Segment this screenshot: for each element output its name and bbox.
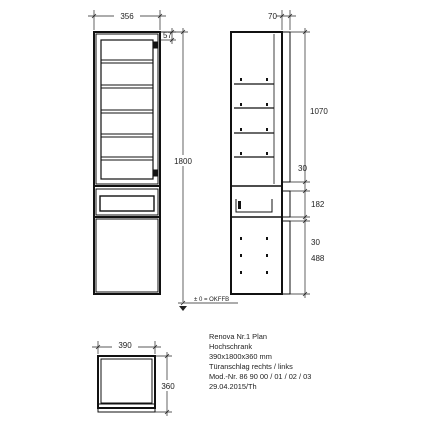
side-drawer-edge — [282, 191, 290, 217]
side-drawer-box — [236, 199, 272, 212]
front-width-label: 356 — [120, 12, 134, 21]
plan-view — [98, 356, 155, 412]
plan-inner-outline — [101, 359, 152, 403]
top-offset-label: 57 — [163, 31, 172, 40]
floor-reference-label: ± 0 = OKFFB — [194, 297, 230, 303]
product-name: Renova Nr.1 Plan — [209, 332, 267, 341]
product-date: 29.04.2015/Th — [209, 382, 257, 391]
lower-height-label: 488 — [311, 254, 325, 263]
side-view — [231, 32, 290, 294]
floor-reference — [178, 303, 238, 311]
front-hinge-top — [154, 42, 157, 48]
plan-depth-label: 360 — [161, 382, 175, 391]
front-glass-panel — [101, 40, 153, 179]
front-lower-door — [96, 219, 158, 292]
product-hinge: Türanschlag rechts / links — [209, 362, 293, 371]
product-info-block — [209, 332, 419, 392]
front-hinge-bottom — [154, 170, 157, 176]
product-size: 390x1800x360 mm — [209, 352, 272, 361]
side-lower-door-edge — [282, 221, 290, 294]
gap-lower-label: 30 — [311, 238, 320, 247]
total-height-label: 1800 — [174, 157, 192, 166]
side-height-dimensions — [290, 28, 310, 298]
drawer-height-label: 182 — [311, 200, 325, 209]
front-view — [94, 32, 160, 294]
plan-width-label: 390 — [118, 341, 132, 350]
side-door-edge — [282, 32, 290, 182]
side-depth-label: 70 — [268, 12, 277, 21]
front-drawer-inner — [100, 196, 154, 211]
front-glass-shelves — [101, 60, 153, 160]
upper-height-label: 1070 — [310, 107, 328, 116]
product-model: Mod.-Nr. 86 90 00 / 01 / 02 / 03 — [209, 372, 312, 381]
product-type: Hochschrank — [209, 342, 253, 351]
side-depth-dimension — [276, 10, 296, 30]
front-upper-door — [96, 34, 158, 184]
gap-upper-label: 30 — [298, 164, 307, 173]
plan-cabinet-outline — [98, 356, 155, 408]
front-cabinet-outline — [94, 32, 160, 294]
side-shelves — [234, 84, 274, 157]
total-height-dimension — [160, 28, 188, 305]
